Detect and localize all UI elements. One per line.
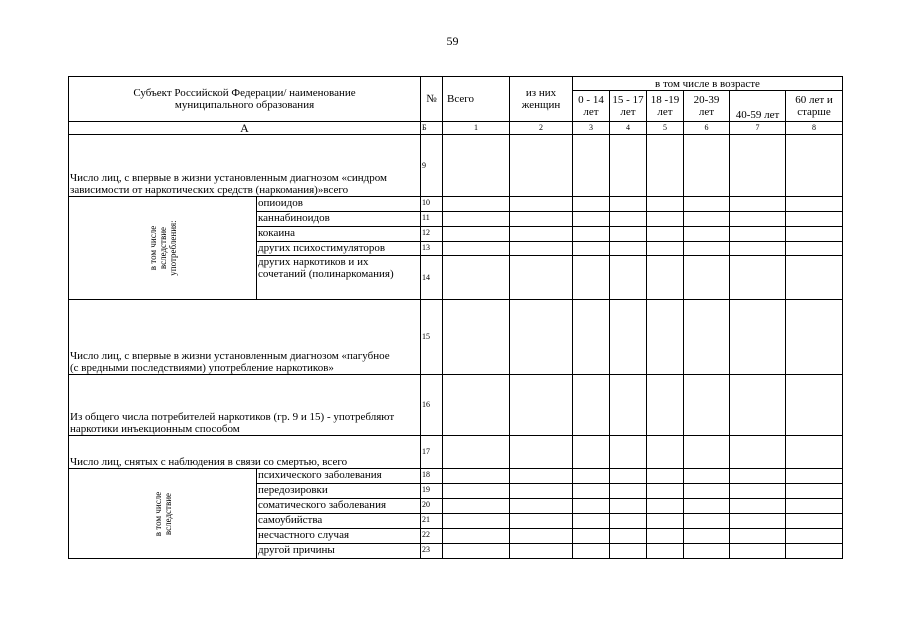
cell[interactable] xyxy=(786,375,843,436)
code-5: 5 xyxy=(647,122,684,135)
code-6: 6 xyxy=(684,122,730,135)
cell[interactable] xyxy=(647,529,684,544)
cell[interactable] xyxy=(443,256,510,300)
cell[interactable] xyxy=(786,499,843,514)
cell[interactable] xyxy=(730,242,786,256)
cell[interactable] xyxy=(786,212,843,227)
statistics-form-table xyxy=(68,76,843,559)
row-number-12: 12 xyxy=(421,227,443,242)
cell[interactable] xyxy=(647,135,684,197)
number-header: № xyxy=(421,77,443,122)
age-header-20-39: 20-39 лет xyxy=(684,91,730,122)
cell[interactable] xyxy=(684,436,730,469)
row-title-22: несчастного случая xyxy=(257,529,421,544)
cell[interactable] xyxy=(684,469,730,484)
cell[interactable] xyxy=(647,256,684,300)
row-number-9: 9 xyxy=(421,135,443,197)
cell[interactable] xyxy=(730,469,786,484)
row-title-13: других психостимуляторов xyxy=(257,242,421,256)
cell[interactable] xyxy=(443,514,510,529)
cell[interactable] xyxy=(573,227,610,242)
cell[interactable] xyxy=(610,212,647,227)
cell[interactable] xyxy=(684,499,730,514)
cell[interactable] xyxy=(573,514,610,529)
women-header: из них женщин xyxy=(510,77,573,122)
cell[interactable] xyxy=(610,499,647,514)
cell[interactable] xyxy=(610,436,647,469)
cell[interactable] xyxy=(610,197,647,212)
row-title-12: кокаина xyxy=(257,227,421,242)
row-number-11: 11 xyxy=(421,212,443,227)
total-header: Всего xyxy=(443,77,510,122)
cell[interactable] xyxy=(443,135,510,197)
cell[interactable] xyxy=(510,227,573,242)
row-number-22: 22 xyxy=(421,529,443,544)
cell[interactable] xyxy=(610,484,647,499)
code-a: А xyxy=(69,122,421,135)
row-number-20: 20 xyxy=(421,499,443,514)
cell[interactable] xyxy=(684,242,730,256)
cell[interactable] xyxy=(510,529,573,544)
code-2: 2 xyxy=(510,122,573,135)
cell[interactable] xyxy=(510,544,573,559)
cell[interactable] xyxy=(610,375,647,436)
row-title-11: каннабиноидов xyxy=(257,212,421,227)
cell[interactable] xyxy=(730,514,786,529)
cell[interactable] xyxy=(786,544,843,559)
row-title-21: самоубийства xyxy=(257,514,421,529)
cell[interactable] xyxy=(684,256,730,300)
cell[interactable] xyxy=(730,300,786,375)
cell[interactable] xyxy=(647,197,684,212)
row-title-14: других наркотиков и их сочетаний (полинаркомания) xyxy=(257,256,421,300)
cell[interactable] xyxy=(573,469,610,484)
cell[interactable] xyxy=(443,544,510,559)
cell[interactable] xyxy=(730,544,786,559)
cell[interactable] xyxy=(573,544,610,559)
row-number-23: 23 xyxy=(421,544,443,559)
row-title-20: соматического заболевания xyxy=(257,499,421,514)
cell[interactable] xyxy=(786,529,843,544)
row-number-13: 13 xyxy=(421,242,443,256)
row-number-16: 16 xyxy=(421,375,443,436)
cell[interactable] xyxy=(684,484,730,499)
cell[interactable] xyxy=(610,227,647,242)
cell[interactable] xyxy=(510,197,573,212)
cell[interactable] xyxy=(786,135,843,197)
row-number-21: 21 xyxy=(421,514,443,529)
cell[interactable] xyxy=(573,484,610,499)
cell[interactable] xyxy=(786,469,843,484)
cell[interactable] xyxy=(573,212,610,227)
row-number-14: 14 xyxy=(421,256,443,300)
cell[interactable] xyxy=(443,469,510,484)
cell[interactable] xyxy=(730,484,786,499)
group-label-death-causes: в том числе вследствие xyxy=(69,469,257,559)
cell[interactable] xyxy=(443,197,510,212)
cell[interactable] xyxy=(730,227,786,242)
row-number-19: 19 xyxy=(421,484,443,499)
cell[interactable] xyxy=(610,529,647,544)
row-number-17: 17 xyxy=(421,436,443,469)
code-8: 8 xyxy=(786,122,843,135)
cell[interactable] xyxy=(443,375,510,436)
cell[interactable] xyxy=(684,227,730,242)
cell[interactable] xyxy=(647,514,684,529)
cell[interactable] xyxy=(730,436,786,469)
cell[interactable] xyxy=(573,256,610,300)
cell[interactable] xyxy=(684,197,730,212)
row-title-23: другой причины xyxy=(257,544,421,559)
subject-header: Субъект Российской Федерации/ наименование муниципального образования xyxy=(69,77,421,122)
cell[interactable] xyxy=(510,300,573,375)
cell[interactable] xyxy=(573,197,610,212)
cell[interactable] xyxy=(573,375,610,436)
cell[interactable] xyxy=(510,436,573,469)
cell[interactable] xyxy=(610,135,647,197)
cell[interactable] xyxy=(443,242,510,256)
cell[interactable] xyxy=(573,300,610,375)
code-7: 7 xyxy=(730,122,786,135)
cell[interactable] xyxy=(786,436,843,469)
cell[interactable] xyxy=(610,242,647,256)
cell[interactable] xyxy=(684,375,730,436)
cell[interactable] xyxy=(647,375,684,436)
row-title-18: психического заболевания xyxy=(257,469,421,484)
cell[interactable] xyxy=(786,514,843,529)
row-title-15: Число лиц, с впервые в жизни установленным диагнозом «пагубное (с вредными последствиями) употребление наркотиков» xyxy=(69,300,421,375)
cell[interactable] xyxy=(443,499,510,514)
row-title-9: Число лиц, с впервые в жизни установленным диагнозом «синдром зависимости от наркотических средств (наркомания)»всего xyxy=(69,135,421,197)
cell[interactable] xyxy=(647,499,684,514)
cell[interactable] xyxy=(443,529,510,544)
row-number-15: 15 xyxy=(421,300,443,375)
age-header-60-plus: 60 лет и старше xyxy=(786,91,843,122)
cell[interactable] xyxy=(510,256,573,300)
row-number-10: 10 xyxy=(421,197,443,212)
cell[interactable] xyxy=(610,544,647,559)
cell[interactable] xyxy=(684,212,730,227)
cell[interactable] xyxy=(730,135,786,197)
cell[interactable] xyxy=(443,300,510,375)
cell[interactable] xyxy=(443,212,510,227)
cell[interactable] xyxy=(573,135,610,197)
group-label-substances: в том числе вследствие употребления: xyxy=(69,197,257,300)
cell[interactable] xyxy=(510,375,573,436)
cell[interactable] xyxy=(510,499,573,514)
row-number-18: 18 xyxy=(421,469,443,484)
cell[interactable] xyxy=(647,300,684,375)
age-header-0-14: 0 - 14 лет xyxy=(573,91,610,122)
age-header-15-17: 15 - 17 лет xyxy=(610,91,647,122)
cell[interactable] xyxy=(510,212,573,227)
code-1: 1 xyxy=(443,122,510,135)
cell[interactable] xyxy=(786,256,843,300)
cell[interactable] xyxy=(647,469,684,484)
cell[interactable] xyxy=(730,499,786,514)
cell[interactable] xyxy=(730,529,786,544)
cell[interactable] xyxy=(610,469,647,484)
age-header-40-59: 40-59 лет xyxy=(730,91,786,122)
cell[interactable] xyxy=(510,514,573,529)
cell[interactable] xyxy=(684,300,730,375)
code-4: 4 xyxy=(610,122,647,135)
cell[interactable] xyxy=(786,197,843,212)
cell[interactable] xyxy=(786,484,843,499)
cell[interactable] xyxy=(573,242,610,256)
cell[interactable] xyxy=(443,227,510,242)
cell[interactable] xyxy=(786,300,843,375)
code-b: Б xyxy=(421,122,443,135)
cell[interactable] xyxy=(610,256,647,300)
cell[interactable] xyxy=(573,436,610,469)
cell[interactable] xyxy=(684,135,730,197)
cell[interactable] xyxy=(647,544,684,559)
cell[interactable] xyxy=(610,514,647,529)
cell[interactable] xyxy=(510,484,573,499)
cell[interactable] xyxy=(647,436,684,469)
cell[interactable] xyxy=(730,212,786,227)
cell[interactable] xyxy=(443,484,510,499)
cell[interactable] xyxy=(786,227,843,242)
cell[interactable] xyxy=(510,469,573,484)
cell[interactable] xyxy=(684,514,730,529)
cell[interactable] xyxy=(730,375,786,436)
cell[interactable] xyxy=(730,197,786,212)
cell[interactable] xyxy=(647,484,684,499)
cell[interactable] xyxy=(647,212,684,227)
cell[interactable] xyxy=(443,436,510,469)
row-title-16: Из общего числа потребителей наркотиков (гр. 9 и 15) - употребляют наркотики инъекционным способом xyxy=(69,375,421,436)
page-number: 59 xyxy=(446,34,459,48)
cell[interactable] xyxy=(730,256,786,300)
age-group-header: в том числе в возрасте xyxy=(573,77,843,91)
cell[interactable] xyxy=(610,300,647,375)
cell[interactable] xyxy=(573,529,610,544)
row-title-19: передозировки xyxy=(257,484,421,499)
cell[interactable] xyxy=(647,242,684,256)
cell[interactable] xyxy=(684,544,730,559)
cell[interactable] xyxy=(684,529,730,544)
row-title-17: Число лиц, снятых с наблюдения в связи со смертью, всего xyxy=(69,436,421,469)
cell[interactable] xyxy=(510,135,573,197)
age-header-18-19: 18 -19 лет xyxy=(647,91,684,122)
cell[interactable] xyxy=(786,242,843,256)
code-3: 3 xyxy=(573,122,610,135)
row-title-10: опиоидов xyxy=(257,197,421,212)
cell[interactable] xyxy=(510,242,573,256)
cell[interactable] xyxy=(573,499,610,514)
cell[interactable] xyxy=(647,227,684,242)
